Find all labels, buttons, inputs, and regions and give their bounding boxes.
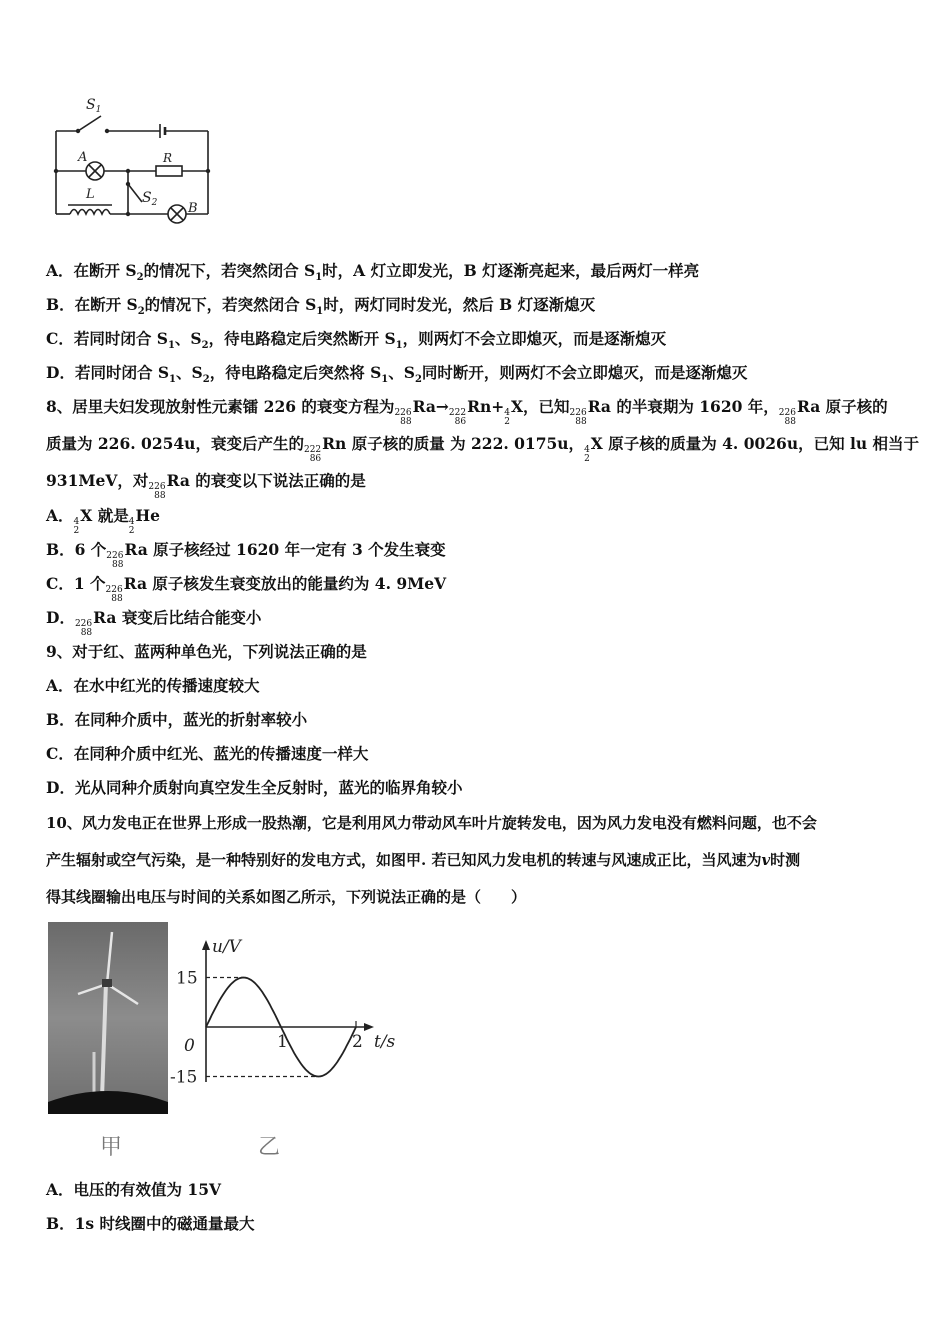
circuit-diagram xyxy=(48,94,218,224)
label-a: A xyxy=(78,150,88,165)
q8-option-a: A． 4 2 X 就是 4 2 He xyxy=(46,506,160,536)
label-r: R xyxy=(163,151,173,165)
x-axis-arrow xyxy=(364,1023,374,1031)
x-axis-label: t/s xyxy=(374,1032,396,1052)
y-axis-label: u/V xyxy=(212,937,241,957)
q10-stem-line3: 得其线圈输出电压与时间的关系如图乙所示，下列说法正确的是（ ） xyxy=(46,888,527,906)
q10-option-b: B．1s 时线圈中的磁通量最大 xyxy=(46,1214,255,1233)
q9-option-b: B．在同种介质中，蓝光的折射率较小 xyxy=(46,710,308,729)
q7-option-c: C．若同时闭合 $S_1$、$S_2$，待电路稳定后突然断开 $S_1$，则两灯不会立即熄灭，而是逐渐熄灭 xyxy=(46,329,667,352)
x-tick-label-1: 1 xyxy=(277,1032,288,1052)
wind-turbine-photo xyxy=(48,922,168,1114)
origin-label: 0 xyxy=(184,1036,195,1056)
label-s2: $S_2$ xyxy=(142,190,158,208)
q9-option-d: D．光从同种介质射向真空发生全反射时，蓝光的临界角较小 xyxy=(46,778,463,797)
q9-option-a: A．在水中红光的传播速度较大 xyxy=(46,676,260,695)
figure-label-jia: 甲 xyxy=(100,1135,123,1160)
q9-stem: 9、对于红、蓝两种单色光，下列说法正确的是 xyxy=(46,642,367,661)
q8-option-c: C．1 个 226 88 Ra 原子核发生衰变放出的能量约为 4. 9MeV xyxy=(46,574,447,604)
q10-stem-line1: 10、风力发电正在世界上形成一股热潮，它是利用风力带动风车叶片旋转发电，因为风力发电没有燃料问题，也不会 xyxy=(46,814,817,832)
q8-stem-line2: 质量为 226. 0254u，衰变后产生的 222 86 Rn 原子核的质量 为 222. 0175u， 4 2 X 原子核的质量为 4. 0026u，已知 lu 相当于 xyxy=(46,434,920,464)
q7-option-d: D．若同时闭合 $S_1$、$S_2$，待电路稳定后突然将 $S_1$、$S_2$同时断开，则两灯不会立即熄灭，而是逐渐熄灭 xyxy=(46,363,748,386)
label-b: B xyxy=(188,201,198,216)
q9-option-c: C．在同种介质中红光、蓝光的传播速度一样大 xyxy=(46,744,369,763)
y-axis-arrow xyxy=(202,940,210,950)
q8-option-b: B．6 个 226 88 Ra 原子核经过 1620 年一定有 3 个发生衰变 xyxy=(46,540,446,570)
figure-label-yi: 乙 xyxy=(258,1135,281,1160)
y-tick-label-max: 15 xyxy=(176,968,198,989)
label-l: L xyxy=(86,187,95,202)
q8-stem-line3: 931MeV，对 226 88 Ra 的衰变以下说法正确的是 xyxy=(46,471,366,501)
q10-stem-line2: 产生辐射或空气污染，是一种特别好的发电方式，如图甲. 若已知风力发电机的转速与风速成正比，当风速为v时测 xyxy=(46,851,801,869)
voltage-time-graph xyxy=(170,932,410,1094)
y-tick-label-min: -15 xyxy=(170,1067,198,1088)
q8-option-d: D． 226 88 Ra 衰变后比结合能变小 xyxy=(46,608,262,638)
q10-option-a: A．电压的有效值为 15V xyxy=(46,1180,222,1199)
q8-stem-line1: 8、居里夫妇发现放射性元素镭 226 的衰变方程为 226 88 Ra→ 222 86 Rn+ 4 2 X，已知 226 88 Ra 的半衰期为 1620 年， 226 88 Ra 原子核的 xyxy=(46,397,888,427)
q7-option-a: A．在断开 $S_2$的情况下，若突然闭合 $S_1$时，A 灯立即发光，B 灯逐渐亮起来，最后两灯一样亮 xyxy=(46,261,700,284)
label-s1: $S_1$ xyxy=(86,97,102,115)
q7-option-b: B．在断开 $S_2$的情况下，若突然闭合 $S_1$时，两灯同时发光，然后 B 灯逐渐熄灭 xyxy=(46,295,596,318)
x-tick-label-2: 2 xyxy=(352,1032,363,1052)
